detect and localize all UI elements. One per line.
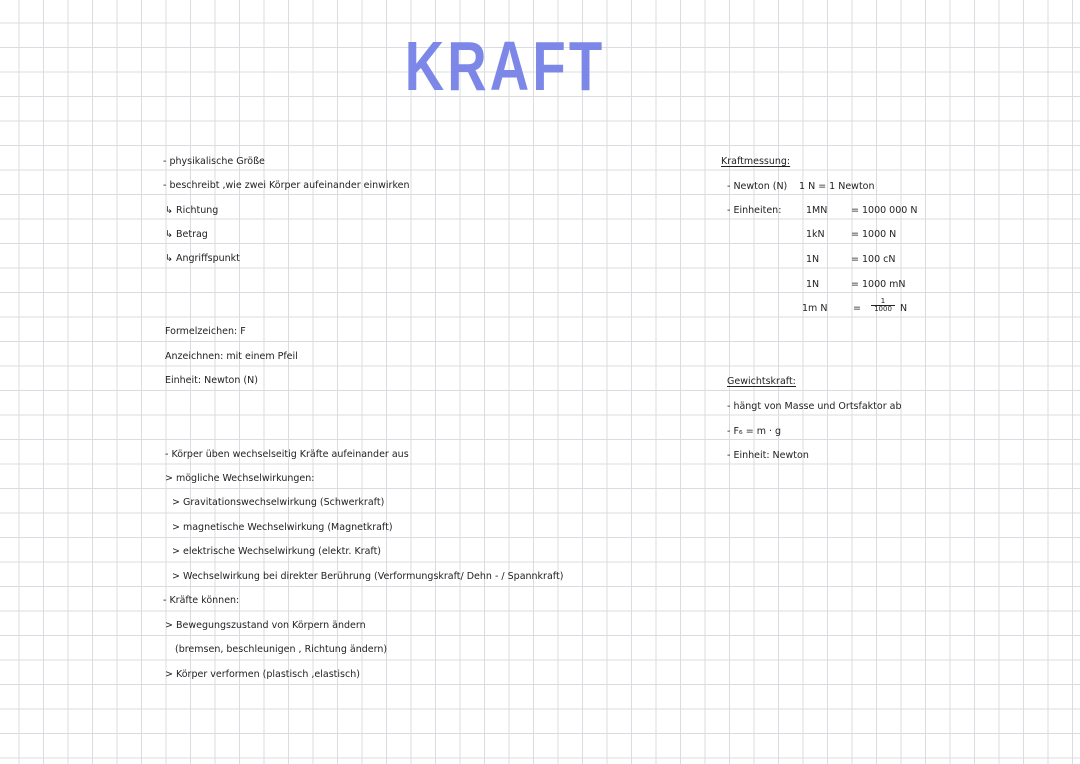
unit-kn-value: = 1000 N <box>851 229 897 240</box>
line-electric: > elektrische Wechselwirkung (elektr. Kraft) <box>172 546 382 557</box>
line-forces-can: - Kräfte können: <box>163 595 240 606</box>
line-gravitation: > Gravitationswechselwirkung (Schwerkraft) <box>172 497 385 508</box>
line-description: - beschreibt ,wie zwei Körper aufeinander einwirken <box>163 180 410 191</box>
newton-label: - Newton (N) <box>727 181 788 192</box>
line-contact: > Wechselwirkung bei direkter Berührung (Verformungskraft/ Dehn - / Spannkraft) <box>172 571 564 582</box>
line-magnitude: ↳ Betrag <box>165 229 208 240</box>
line-weight-unit: - Einheit: Newton <box>727 450 809 461</box>
line-drawing: Anzeichnen: mit einem Pfeil <box>165 351 298 362</box>
newton-definition: 1 N = 1 Newton <box>799 181 875 192</box>
fraction-one-thousandth <box>871 298 895 313</box>
unit-millinewton-equals: = <box>853 303 861 314</box>
units-label: - Einheiten: <box>727 205 782 216</box>
heading-weight-force: Gewichtskraft: <box>727 376 796 387</box>
page-title: KRAFT <box>404 27 606 105</box>
unit-n-cn-value: = 100 cN <box>851 254 896 265</box>
unit-millinewton: 1m N <box>802 303 828 314</box>
unit-kn: 1kN <box>806 229 825 240</box>
fraction-denominator: 1000 <box>871 305 895 313</box>
unit-mn-value: = 1000 000 N <box>851 205 918 216</box>
line-interactions-heading: > mögliche Wechselwirkungen: <box>165 473 315 484</box>
line-direction: ↳ Richtung <box>165 205 219 216</box>
unit-n-mn: 1N <box>806 279 820 290</box>
unit-n-mn-value: = 1000 mN <box>851 279 906 290</box>
line-mutual-forces: - Körper üben wechselseitig Kräfte aufeinander aus <box>165 449 409 460</box>
fraction-numerator: 1 <box>880 297 886 305</box>
line-weight-formula: - F₆ = m · g <box>727 426 782 437</box>
unit-mn: 1MN <box>806 205 828 216</box>
line-unit: Einheit: Newton (N) <box>165 375 258 386</box>
heading-force-measurement: Kraftmessung: <box>721 156 791 167</box>
unit-n-cn: 1N <box>806 254 820 265</box>
line-depends-on: - hängt von Masse und Ortsfaktor ab <box>727 401 902 412</box>
line-motion-examples: (bremsen, beschleunigen , Richtung ändern) <box>175 644 388 655</box>
line-deform: > Körper verformen (plastisch ,elastisch) <box>165 669 360 680</box>
line-symbol: Formelzeichen: F <box>165 326 246 337</box>
line-change-motion: > Bewegungszustand von Körpern ändern <box>165 620 366 631</box>
line-magnetic: > magnetische Wechselwirkung (Magnetkraft) <box>172 522 393 533</box>
line-physical-quantity: - physikalische Größe <box>163 156 265 167</box>
line-point-of-application: ↳ Angriffspunkt <box>165 253 240 264</box>
fraction-unit: N <box>900 303 908 314</box>
